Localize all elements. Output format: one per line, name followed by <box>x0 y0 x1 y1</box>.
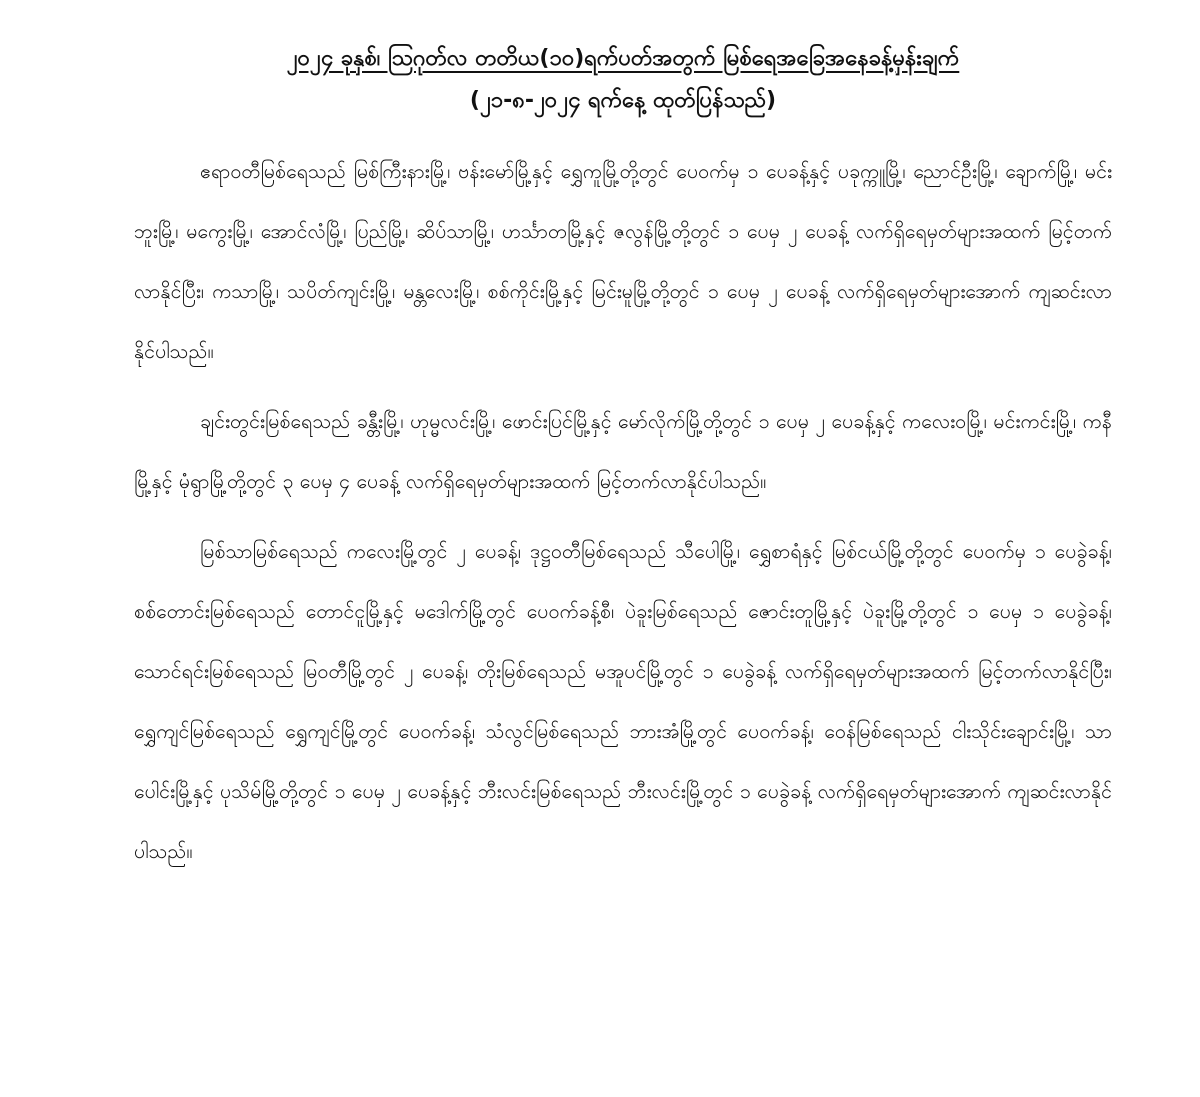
title-line-2-release-date: (၂၁-၈-၂၀၂၄ ရက်နေ့ ထုတ်ပြန်သည်) <box>469 88 777 113</box>
document-title <box>134 38 1112 122</box>
paragraph-chindwin-river: ချင်းတွင်းမြစ်ရေသည် ခန္တီးမြို့၊ ဟုမ္မလင်းမြို့၊ ဖောင်းပြင်မြို့နှင့် မော်လိုက်မြို့တို့တွင် ၁ ပေမှ ၂ ပေခန့်နှင့် ကလေးဝမြို့၊ မင်းကင်းမြို့၊ ကနီမြို့နှင့် မုံရွာမြို့တို့တွင် ၃ ပေမှ ၄ ပေခန့် လက်ရှိရေမှတ်များအထက် မြင့်တက်လာနိုင်ပါသည်။ <box>134 410 1112 493</box>
document-body <box>134 142 1112 882</box>
paragraph-irrawaddy-river: ဧရာဝတီမြစ်ရေသည် မြစ်ကြီးနားမြို့၊ ဗန်းမော်မြို့နှင့် ရွှေကူမြို့တို့တွင် ပေဝက်မှ ၁ ပေခန့်နှင့် ပခုက္ကူမြို့၊ ညောင်ဦးမြို့၊ ချောက်မြို့၊ မင်းဘူးမြို့၊ မကွေးမြို့၊ အောင်လံမြို့၊ ပြည်မြို့၊ ဆိပ်သာမြို့၊ ဟင်္သာတမြို့နှင့် ဇလွန်မြို့တို့တွင် ၁ ပေမှ ၂ ပေခန့် လက်ရှိရေမှတ်များအထက် မြင့်တက်လာနိုင်ပြီး၊ ကသာမြို့၊ သပိတ်ကျင်းမြို့၊ မန္တလေးမြို့၊ စစ်ကိုင်းမြို့နှင့် မြင်းမူမြို့တို့တွင် ၁ ပေမှ ၂ ပေခန့် လက်ရှိရေမှတ်များအောက် ကျဆင်းလာနိုင်ပါသည်။ <box>134 160 1112 363</box>
paragraph-other-rivers: မြစ်သာမြစ်ရေသည် ကလေးမြို့တွင် ၂ ပေခန့်၊ ဒုဋ္ဌဝတီမြစ်ရေသည် သီပေါမြို့၊ ရွှေစာရံနှင့် မြစ်ငယ်မြို့တို့တွင် ပေဝက်မှ ၁ ပေခွဲခန့်၊ စစ်တောင်းမြစ်ရေသည် တောင်ငူမြို့နှင့် မဒေါက်မြို့တွင် ပေဝက်ခန့်စီ၊ ပဲခူးမြစ်ရေသည် ဇောင်းတူမြို့နှင့် ပဲခူးမြို့တို့တွင် ၁ ပေမှ ၁ ပေခွဲခန့်၊ သောင်ရင်းမြစ်ရေသည် မြဝတီမြို့တွင် ၂ ပေခန့်၊ တိုးမြစ်ရေသည် မအူပင်မြို့တွင် ၁ ပေခွဲခန့် လက်ရှိရေမှတ်များအထက် မြင့်တက်လာနိုင်ပြီး၊ ရွှေကျင်မြစ်ရေသည် ရွှေကျင်မြို့တွင် ပေဝက်ခန့်၊ သံလွင်မြစ်ရေသည် ဘားအံမြို့တွင် ပေဝက်ခန့်၊ ဝေန်မြစ်ရေသည် ငါးသိုင်းချောင်းမြို့၊ သာပေါင်းမြို့နှင့် ပုသိမ်မြို့တို့တွင် ၁ ပေမှ ၂ ပေခန့်နှင့် ဘီးလင်းမြစ်ရေသည် ဘီးလင်းမြို့တွင် ၁ ပေခွဲခန့် လက်ရှိရေမှတ်များအောက် ကျဆင်းလာနိုင်ပါသည်။ <box>134 540 1112 863</box>
title-line-1: ၂၀၂၄ ခုနှစ်၊ ဩဂုတ်လ တတိယ(၁၀)ရက်ပတ်အတွက် မြစ်ရေအခြေအနေခန့်မှန်းချက် <box>286 46 960 71</box>
